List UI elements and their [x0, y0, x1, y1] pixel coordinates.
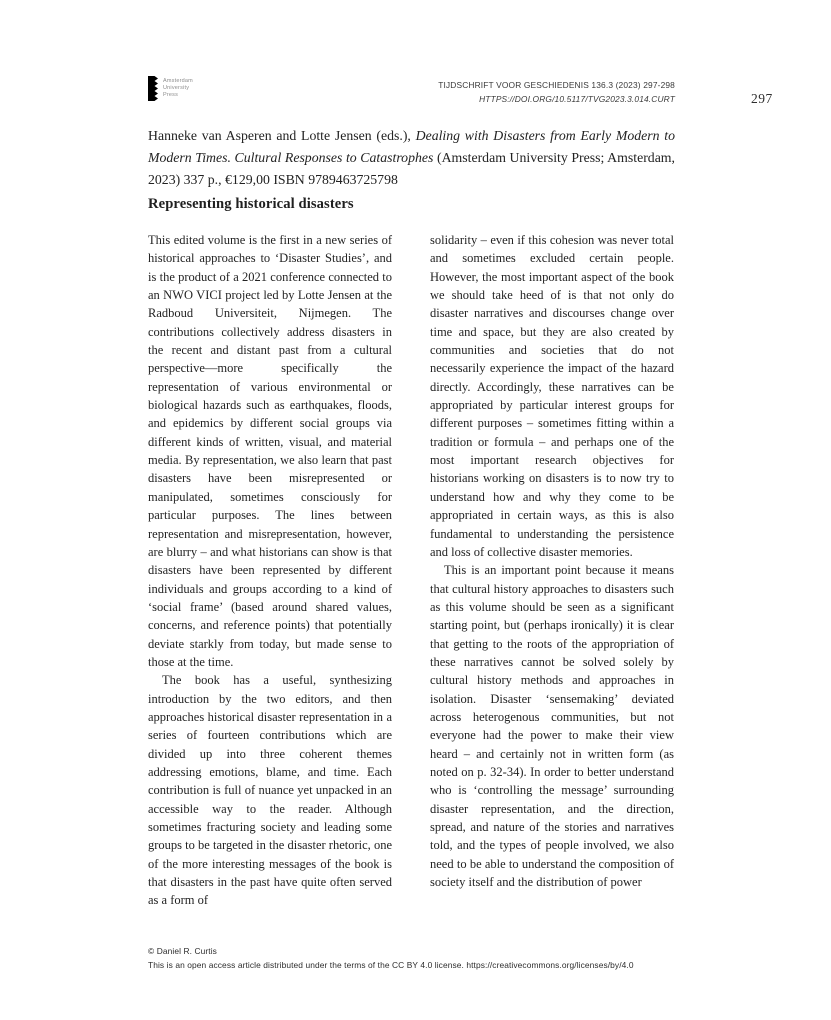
- journal-title-line: TIJDSCHRIFT VOOR GESCHIEDENIS 136.3 (2023) 297-298: [438, 80, 675, 90]
- paragraph: solidarity – even if this cohesion was never total and sometimes excluded certain people. However, the most important aspect of the book we should take heed of is that not only do disaster narratives and discourses change over time and space, but they are also created by communities and societies that do not necessarily experience the impact of the hazard directly. Accordingly, these narratives can be appropriated by particular interest groups for different purposes – sometimes fitting within a tradition or formula – and perhaps one of the most important research objectives for historians working on disasters is to now try to understand how and why they come to be appropriated in certain ways, as this is also fundamental to understanding the persistence and loss of collective disaster memories.: [430, 233, 674, 559]
- copyright-line: © Daniel R. Curtis: [148, 946, 217, 956]
- book-citation: [148, 125, 675, 192]
- review-body: [148, 231, 675, 910]
- text-column-right: [430, 231, 674, 910]
- article-footer: [148, 945, 634, 972]
- license-line: This is an open access article distributed under the terms of the CC BY 4.0 license. https://creativecommons.org/licenses/by/4.0: [148, 959, 634, 970]
- paragraph: This is an important point because it means that cultural history approaches to disasters such as this volume should be seen as a significant starting point, but (perhaps ironically) it is clear that getting to the roots of the appropriation of these narratives cannot be solved solely by cultural history methods and approaches in isolation. Disaster ‘sensemaking’ deviated across heterogenous communities, but not everyone had the power to make their view heard – and certainly not in written form (as noted on p. 32-34). In order to better understand who is ‘controlling the message’ surrounding disaster representation, and the direction, spread, and nature of the stories and narratives told, and the types of people involved, we also need to be able to understand the composition of society itself and the distribution of power: [430, 563, 674, 890]
- text-column-left: [148, 231, 392, 910]
- citation-book-title: Dealing with Disasters from Early Modern to Modern Times. Cultural Responses to Catastrophes: [148, 128, 675, 166]
- citation-details: (Amsterdam University Press; Amsterdam, 2023) 337 p., €129,00 ISBN 9789463725798: [148, 150, 675, 188]
- citation-authors: Hanneke van Asperen and Lotte Jensen (eds.),: [148, 128, 416, 143]
- publisher-logo: [148, 76, 193, 101]
- paragraph: The book has a useful, synthesizing introduction by the two editors, and then approaches historical disaster representation in a series of fourteen contributions which are divided up into three coherent themes addressing emotions, blame, and time. Each contribution is full of nuance yet unpacked in an accessible way to the reader. Although sometimes fracturing society and leading some groups to be targeted in the disaster rhetoric, one of the more interesting messages of the book is that disasters in the past have quite often served as a form of: [148, 673, 392, 908]
- review-heading: Representing historical disasters: [148, 196, 354, 212]
- publisher-logo-text: [163, 76, 193, 99]
- journal-header: [438, 79, 675, 106]
- doi-line: HTTPS://DOI.ORG/10.5117/TVG2023.3.014.CURT: [479, 93, 675, 104]
- logo-line-3: Press: [163, 92, 179, 98]
- logo-line-2: University: [163, 85, 190, 91]
- logo-line-1: Amsterdam: [163, 78, 193, 84]
- page-number: 297: [751, 91, 773, 106]
- paragraph: This edited volume is the first in a new series of historical approaches to ‘Disaster Studies’, and is the product of a 2021 conference connected to an NWO VICI project led by Lotte Jensen at the Radboud Universiteit, Nijmegen. The contributions collectively address disasters in the recent and distant past from a cultural perspective—more specifically the representation of various environmental or biological hazards such as earthquakes, floods, and epidemics by different social groups via different kinds of written, visual, and material media. By representation, we also learn that past disasters have been misrepresented or manipulated, sometimes consciously for particular purposes. The lines between representation and misrepresentation, however, are blurry – and what historians can show is that disasters have been represented by different individuals and groups according to a kind of ‘social frame’ (based around shared values, concerns, and reference points) that potentially deviate starkly from today, but made sense to those at the time.: [148, 233, 392, 669]
- aup-flag-icon: [148, 76, 158, 101]
